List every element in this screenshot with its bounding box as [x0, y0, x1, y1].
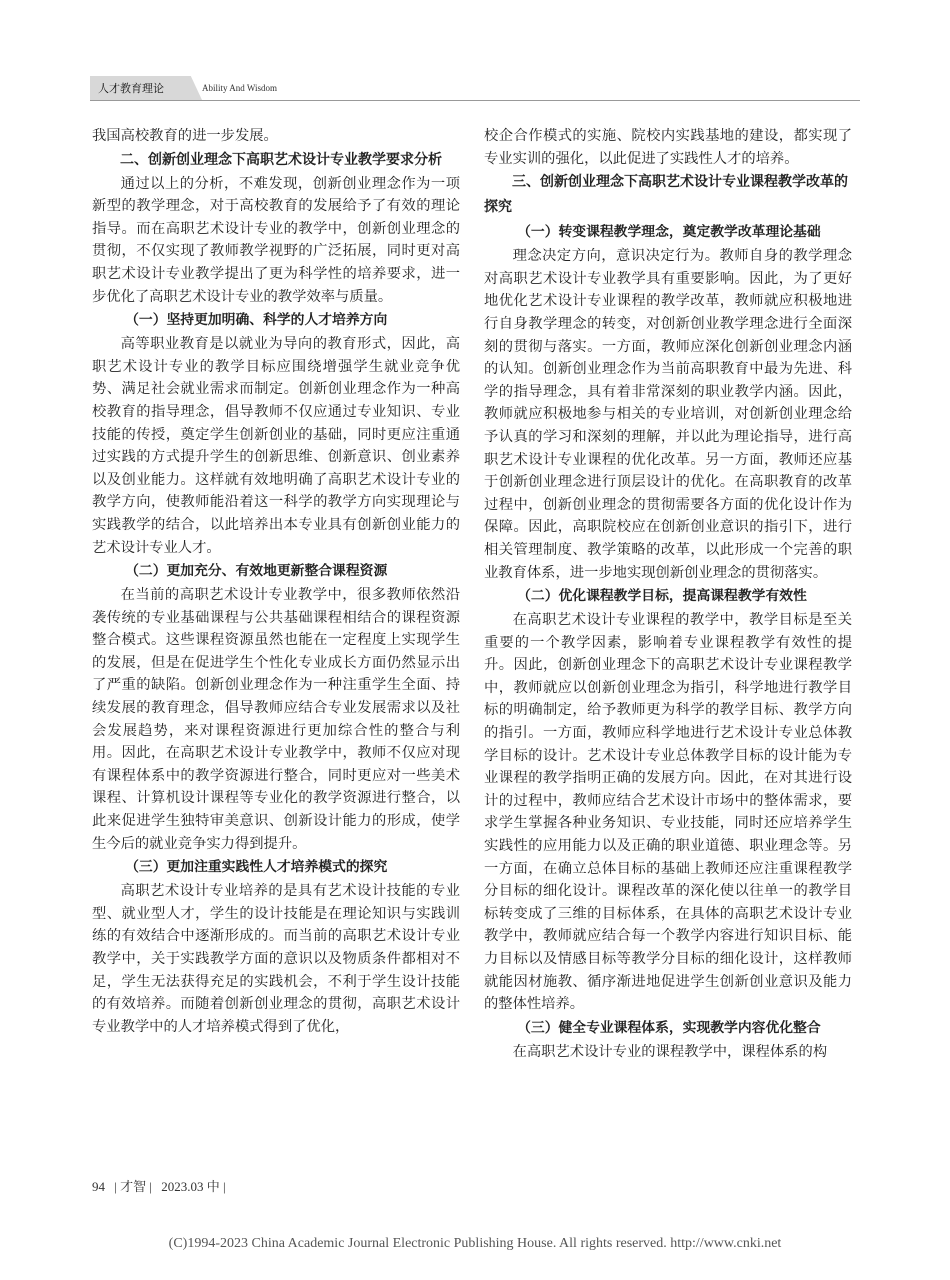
subsection-heading: （一）转变课程教学理念，奠定教学改革理论基础 — [517, 224, 821, 241]
section-heading: 二、创新创业理念下高职艺术设计专业教学要求分析 — [120, 151, 442, 168]
subsection-heading: （三）健全专业课程体系，实现教学内容优化整合 — [517, 1019, 821, 1036]
footer-issue: 2023.03 中 | — [161, 1179, 226, 1194]
left-column — [92, 125, 460, 1038]
right-column — [484, 125, 852, 1063]
subsection-heading: （二）更加充分、有效地更新整合课程资源 — [125, 563, 388, 580]
paragraph: 校企合作模式的实施、院校内实践基地的建设，都实现了专业实训的强化，以此促进了实践性人才的培养。 — [484, 128, 852, 167]
paragraph: 在高职艺术设计专业的课程教学中，课程体系的构 — [512, 1043, 828, 1060]
paragraph: 高等职业教育是以就业为导向的教育形式，因此，高职艺术设计专业的教学目标应围绕增强学生就业竞争优势、满足社会就业需求而制定。创新创业理念作为一种高校教育的指导理念，倡导教师不仅应通过专业知识、专业技能的传授，奠定学生创新创业的基础，同时更应注重通过实践的方式提升学生的创新思维、创新意识、创业素养以及创业能力。这样就有效地明确了高职艺术设计专业的教学方向，使教师能沿着这一科学的教学方向实现理论与实践教学的结合，以此培养出本专业具有创新创业能力的艺术设计专业人才。 — [92, 336, 460, 556]
paragraph: 在高职艺术设计专业课程的教学中，教学目标是至关重要的一个教学因素，影响着专业课程教学有效性的提升。因此，创新创业理念下的高职艺术设计专业课程教学中，教师就应以创新创业理念为指引，科学地进行教学目标的明确制定，给予教师更为科学的教学目标、教学方向的指引。一方面，教师应科学地进行艺术设计专业总体教学目标的设计。艺术设计专业总体教学目标的设计能为专业课程的教学指明正确的发展方向。因此，在对其进行设计的过程中，教师应结合艺术设计市场中的整体需求，要求学生掌握各种业务知识、专业技能，同时还应培养学生实践性的应用能力以及正确的职业道德、职业理念等。另一方面，在确立总体目标的基础上教师还应注重课程教学分目标的细化设计。课程改革的深化使以往单一的教学目标转变成了三维的目标体系，在具体的高职艺术设计专业教学中，教师就应结合每一个教学内容进行知识目标、能力目标以及情感目标等教学分目标的细化设计，这样教师就能因材施教、循序渐进地促进学生创新创业意识及能力的整体性培养。 — [484, 612, 852, 1013]
copyright-notice: (C)1994-2023 China Academic Journal Electronic Publishing House. All rights reserved. http://www.cnki.net — [168, 1236, 782, 1251]
journal-english-title: Ability And Wisdom — [202, 83, 277, 93]
subsection-heading: （一）坚持更加明确、科学的人才培养方向 — [125, 312, 388, 329]
journal-section-label: 人才教育理论 — [98, 82, 164, 95]
paragraph: 在当前的高职艺术设计专业教学中，很多教师依然沿袭传统的专业基础课程与公共基础课程相结合的课程资源整合模式。这些课程资源虽然也能在一定程度上实现学生的发展，但是在促进学生个性化专业成长方面仍然显示出了严重的缺陷。创新创业理念作为一种注重学生全面、持续发展的教育理念，倡导教师应结合专业发展需求以及社会发展趋势，来对课程资源进行更加综合性的整合与利用。因此，在高职艺术设计专业教学中，教师不仅应对现有课程体系中的教学资源进行整合，同时更应对一些美术课程、计算机设计课程等专业化的教学资源进行整合，以此来促进学生独特审美意识、创新设计能力的形成，使学生今后的就业竞争实力得到提升。 — [92, 587, 460, 852]
journal-header — [90, 76, 290, 100]
paragraph: 通过以上的分析，不难发现，创新创业理念作为一项新型的教学理念，对于高校教育的发展给予了有效的理论指导。而在高职艺术设计专业的教学中，创新创业理念的贯彻，不仅实现了教师教学视野的广泛拓展，同时更对高职艺术设计专业教学提出了更为科学性的培养要求，进一步优化了高职艺术设计专业的教学效率与质量。 — [92, 175, 460, 305]
paragraph: 高职艺术设计专业培养的是具有艺术设计技能的专业型、就业型人才，学生的设计技能是在理论知识与实践训练的有效结合中逐渐形成的。而当前的高职艺术设计专业教学中，关于实践教学方面的意识以及物质条件都相对不足，学生无法获得充足的实践机会，不利于学生设计技能的有效培养。而随着创新创业理念的贯彻，高职艺术设计专业教学中的人才培养模式得到了优化， — [92, 883, 460, 1035]
subsection-heading: （三）更加注重实践性人才培养模式的探究 — [125, 859, 388, 876]
paragraph: 我国高校教育的进一步发展。 — [92, 128, 278, 144]
page-number: 94 — [92, 1179, 105, 1194]
header-divider — [90, 100, 860, 101]
footer-journal-name: | 才智 | — [114, 1179, 152, 1194]
section-heading: 三、创新创业理念下高职艺术设计专业课程教学改革的探究 — [484, 174, 848, 216]
paragraph: 理念决定方向，意识决定行为。教师自身的教学理念对高职艺术设计专业教学具有重要影响。因此，为了更好地优化艺术设计专业课程的教学改革，教师就应积极地进行自身教学理念的转变，对创新创业教学理念进行全面深刻的贯彻与落实。一方面，教师应深化创新创业理念内涵的认知。创新创业理念作为当前高职教育中最为先进、科学的指导理念，具有着非常深刻的职业教学内涵。因此，教师就应积极地参与相关的专业培训，对创新创业理念给予认真的学习和深刻的理解，并以此为理论指导，进行高职艺术设计专业课程的优化改革。另一方面，教师还应基于创新创业理念进行顶层设计的优化。在高职教育的改革过程中，创新创业理念的贯彻需要各方面的优化设计作为保障。因此，高职院校应在创新创业意识的指引下，进行相关管理制度、教学策略的改革，以此形成一个完善的职业教育体系，进一步地实现创新创业理念的贯彻落实。 — [484, 248, 852, 581]
subsection-heading: （二）优化课程教学目标，提高课程教学有效性 — [517, 588, 807, 605]
page-footer — [92, 1176, 232, 1195]
